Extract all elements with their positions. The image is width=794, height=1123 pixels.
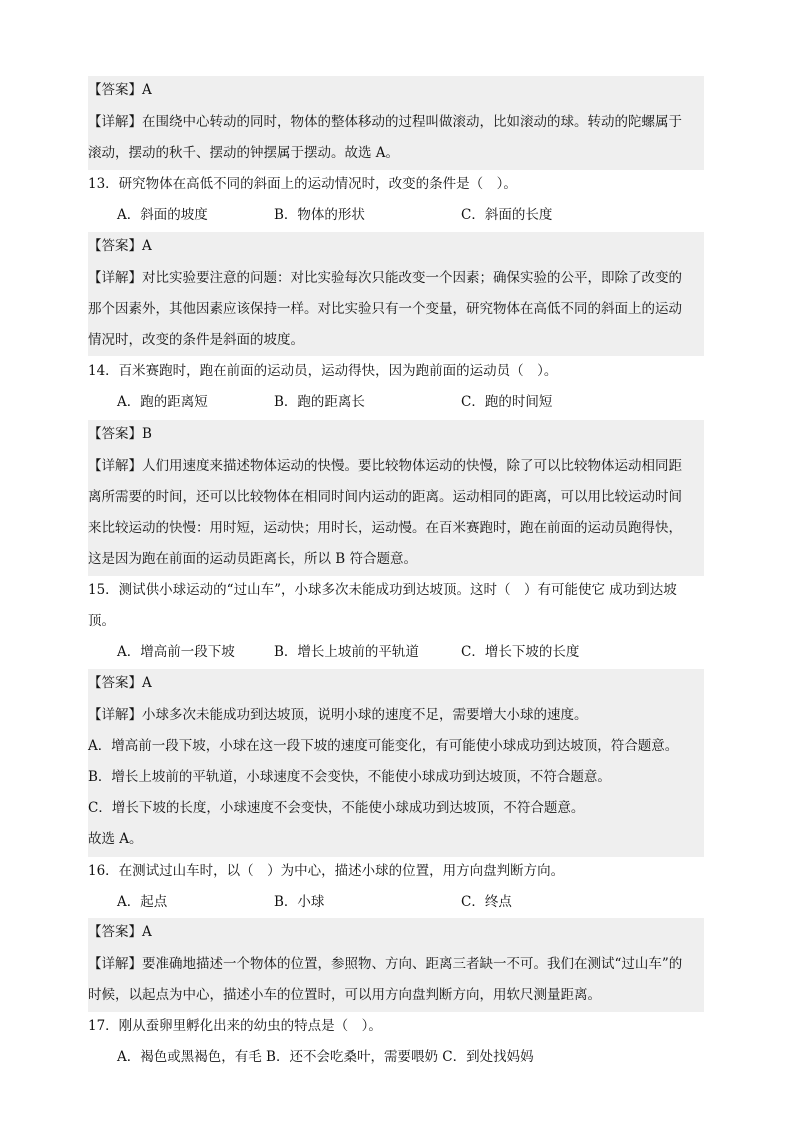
option-b: B．物体的形状 [274,207,365,223]
answer-line: 【答案】A [88,82,152,98]
analysis-line: 滚动，摆动的秋千、摆动的钟摆属于摆动。故选 A。 [88,145,400,161]
option-b: B．小球 [274,894,325,910]
option-a: A．跑的距离短 [117,394,208,410]
answer-line: 【答案】A [88,238,152,254]
options-16 [0,889,794,915]
analysis-line: C．增长下坡的长度，小球速度不会变快，不能使小球成功到达坡顶，不符合题意。 [88,800,585,816]
analysis-line: 那个因素外，其他因素应该保持一样。对比实验只有一个变量，研究物体在高低不同的斜面上的运动 [88,301,682,317]
analysis-line: B．增长上坡前的平轨道，小球速度不会变快，不能使小球成功到达坡顶，不符合题意。 [88,769,611,785]
analysis-line: 【详解】在围绕中心转动的同时，物体的整体移动的过程叫做滚动，比如滚动的球。转动的陀螺属于 [88,114,682,130]
options-14 [0,389,794,415]
answer-line: 【答案】B [88,426,152,442]
analysis-line: 【详解】小球多次未能成功到达坡顶，说明小球的速度不足，需要增大小球的速度。 [88,707,588,723]
option-a: A．增高前一段下坡 [117,644,235,660]
analysis-line: 时候，以起点为中心，描述小车的位置时，可以用方向盘判断方向，用软尺测量距离。 [88,987,601,1003]
option-c: C．跑的时间短 [461,394,553,410]
options-inline: A．褐色或黑褐色，有毛 B．还不会吃桑叶，需要喂奶 C．到处找妈妈 [117,1049,534,1065]
answer-line: 【答案】A [88,924,152,940]
analysis-line: 【详解】人们用速度来描述物体运动的快慢。要比较物体运动的快慢，除了可以比较物体运动相同距 [88,458,682,474]
analysis-line: A．增高前一段下坡，小球在这一段下坡的速度可能变化，有可能使小球成功到达坡顶，符合题意。 [88,738,679,754]
analysis-line: 来比较运动的快慢：用时短，运动快；用时长，运动慢。在百米赛跑时，跑在前面的运动员跑得快， [88,520,682,536]
question-15: 15．测试供小球运动的“过山车”，小球多次未能成功到达坡顶。这时（ ）有可能使它 成功到达坡 [88,582,677,598]
analysis-line: 离所需要的时间，还可以比较物体在相同时间内运动的距离。运动相同的距离，可以用比较运动时间 [88,489,682,505]
question-13: 13．研究物体在高低不同的斜面上的运动情况时，改变的条件是（ ）。 [88,176,517,192]
question-16: 16．在测试过山车时，以（ ）为中心，描述小球的位置，用方向盘判断方向。 [88,863,565,879]
option-a: A．起点 [117,894,168,910]
option-b: B．跑的距离长 [274,394,365,410]
analysis-line: 这是因为跑在前面的运动员距离长，所以 B 符合题意。 [88,551,418,567]
option-a: A．斜面的坡度 [117,207,208,223]
option-c: C．斜面的长度 [461,207,553,223]
option-c: C．增长下坡的长度 [461,644,580,660]
options-15 [0,639,794,665]
option-c: C．终点 [461,894,512,910]
answer-line: 【答案】A [88,675,152,691]
analysis-line: 情况时，改变的条件是斜面的坡度。 [88,332,304,348]
options-17 [0,1044,794,1070]
option-b: B．增长上坡前的平轨道 [274,644,419,660]
analysis-line: 故选 A。 [88,831,143,847]
question-14: 14．百米赛跑时，跑在前面的运动员，运动得快，因为跑前面的运动员（ ）。 [88,363,558,379]
options-13 [0,202,794,228]
analysis-line: 【详解】要准确地描述一个物体的位置，参照物、方向、距离三者缺一不可。我们在测试“过山车”的 [88,956,683,972]
question-15-cont: 顶。 [88,613,115,629]
analysis-line: 【详解】对比实验要注意的问题：对比实验每次只能改变一个因素；确保实验的公平，即除了改变的 [88,270,682,286]
question-17: 17．刚从蚕卵里孵化出来的幼虫的特点是（ ）。 [88,1018,382,1034]
